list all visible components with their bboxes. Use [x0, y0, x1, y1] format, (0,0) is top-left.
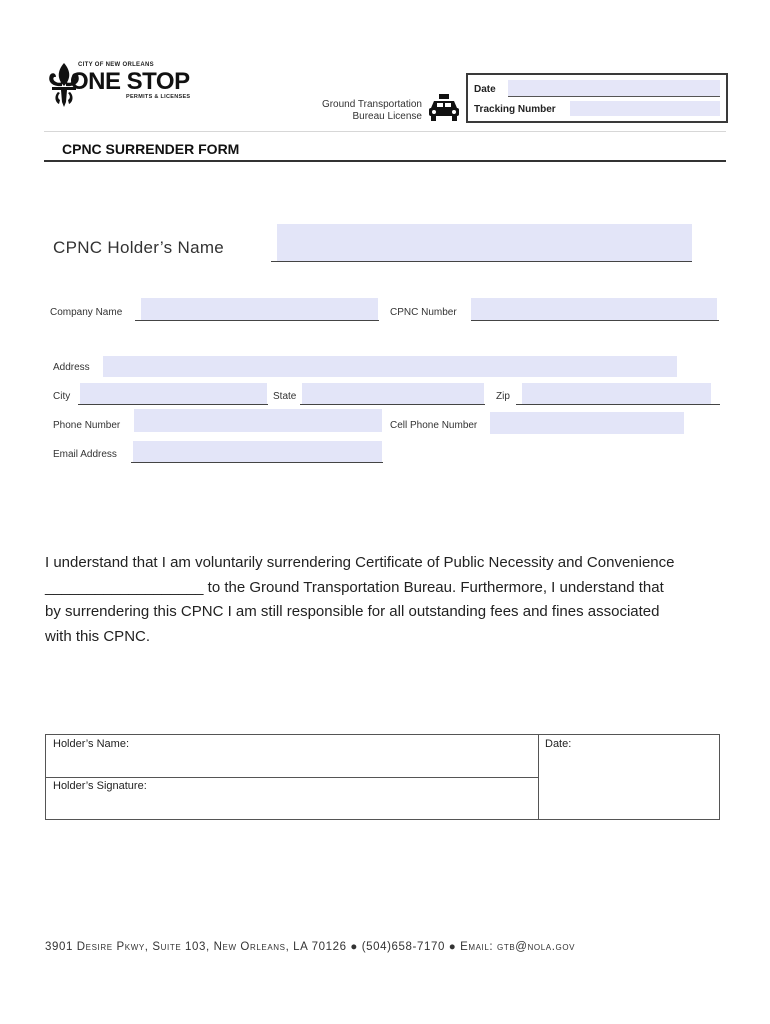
title-rule: [44, 160, 726, 162]
signature-table: [45, 734, 720, 820]
logo-tagline-text: PERMITS & LICENSES: [126, 94, 191, 100]
email-address-label: Email Address: [53, 449, 117, 460]
statement-line-2: ___________________ to the Ground Transportation Bureau. Furthermore, I understand that: [45, 578, 664, 596]
zip-underline: [516, 404, 720, 405]
statement-line-1: I understand that I am voluntarily surrendering Certificate of Public Necessity and Convenience: [45, 554, 675, 571]
sig-holder-signature-label: Holder’s Signature:: [53, 780, 147, 792]
cpnc-number-underline: [471, 320, 719, 321]
cpnc-number-label: CPNC Number: [390, 307, 457, 318]
tracking-number-label: Tracking Number: [474, 104, 556, 115]
surrender-statement: [45, 551, 735, 649]
company-name-underline: [135, 320, 379, 321]
statement-line-4: with this CPNC.: [45, 627, 151, 645]
state-field[interactable]: [302, 383, 484, 404]
phone-number-field[interactable]: [134, 409, 382, 432]
zip-label: Zip: [496, 391, 510, 402]
cpnc-number-field[interactable]: [471, 298, 717, 320]
statement-line-3: by surrendering this CPNC I am still responsible for all outstanding fees and fines associated: [45, 603, 660, 620]
tracking-number-field[interactable]: [570, 101, 720, 116]
holder-name-underline: [271, 261, 692, 262]
address-label: Address: [53, 362, 90, 373]
date-field[interactable]: [508, 80, 720, 97]
zip-field[interactable]: [522, 383, 711, 404]
sig-holder-name-label: Holder’s Name:: [53, 738, 130, 750]
logo-city-text: CITY OF NEW ORLEANS: [78, 62, 154, 68]
city-field[interactable]: [80, 383, 267, 404]
email-underline: [131, 462, 383, 463]
company-name-label: Company Name: [50, 307, 123, 318]
state-label: State: [273, 391, 297, 402]
holder-name-label: CPNC Holder’s Name: [53, 238, 225, 257]
email-address-field[interactable]: [133, 441, 382, 462]
bureau-license-label: [300, 99, 422, 123]
date-label: Date: [474, 84, 496, 95]
company-name-field[interactable]: [141, 298, 378, 320]
form-title: CPNC SURRENDER FORM: [62, 141, 240, 157]
phone-number-label: Phone Number: [53, 420, 121, 431]
tracking-box: [466, 73, 728, 123]
taxi-icon: [427, 92, 461, 122]
header-divider: [44, 131, 726, 132]
sig-date-label: Date:: [545, 738, 572, 750]
city-label: City: [53, 391, 71, 402]
one-stop-logo: [44, 60, 216, 110]
footer-contact: 3901 Desire Pkwy, Suite 103, New Orleans, LA 70126 ● (504)658-7170 ● Email: gtb@nola.gov: [45, 941, 576, 953]
city-underline: [78, 404, 268, 405]
bureau-line-1: Ground Transportation: [321, 99, 422, 110]
cell-phone-field[interactable]: [490, 412, 684, 434]
cell-phone-label: Cell Phone Number: [390, 420, 478, 431]
logo-brand-text: ONE STOP: [70, 68, 190, 95]
address-field[interactable]: [103, 356, 677, 377]
state-underline: [300, 404, 485, 405]
bureau-line-2: Bureau License: [352, 111, 422, 122]
holder-name-field[interactable]: [277, 224, 692, 261]
